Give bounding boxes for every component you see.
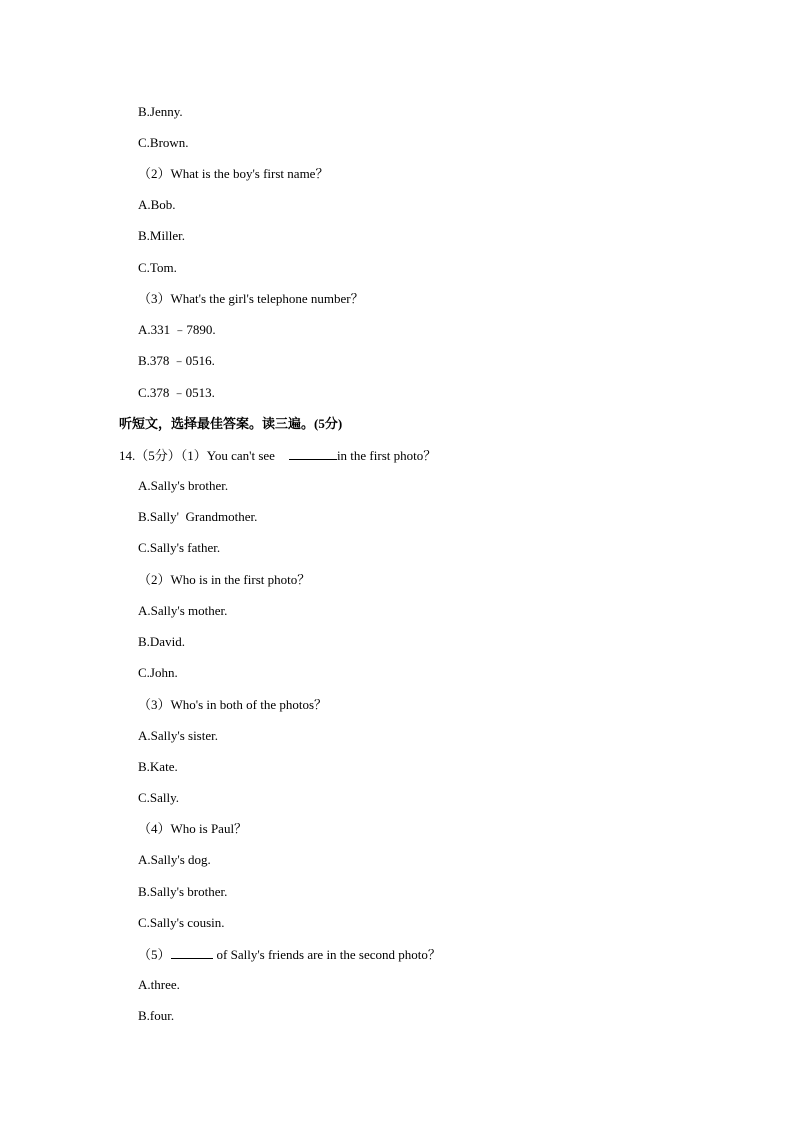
q14-question-suffix: in the first photo？: [336, 448, 437, 463]
q14-sub4-option-a: A.Sally's dog.: [138, 852, 211, 867]
q14-sub1-option-a: A.Sally's brother.: [138, 478, 229, 493]
q13-sub2-option-c: C.Tom.: [138, 260, 177, 275]
q13-sub3-question: （3）What's the girl's telephone number？: [138, 291, 364, 306]
q13-sub1-option-c: C.Brown.: [138, 135, 189, 150]
q14-sub4-option-c: C.Sally's cousin.: [138, 915, 225, 930]
q14-question-prefix: 14.（5分）（1）You can't see: [119, 448, 275, 463]
q13-sub2-option-a: A.Bob.: [138, 197, 176, 212]
q13-sub3-option-a: A.331 ﹣7890.: [138, 322, 216, 337]
q14-sub3-option-c: C.Sally.: [138, 790, 180, 805]
q14-sub5-answer-blank: [171, 946, 213, 959]
q13-sub3-option-c: C.378 ﹣0513.: [138, 385, 215, 400]
q13-sub3-option-b: B.378 ﹣0516.: [138, 353, 215, 368]
q14-sub2-option-b: B.David.: [138, 634, 185, 649]
q14-answer-blank: [289, 447, 337, 460]
q14-sub5-question: [138, 946, 441, 963]
q14-sub3-question: （3）Who's in both of the photos？: [138, 697, 328, 712]
section-heading: 听短文，选择最佳答案。读三遍。(5分): [119, 416, 343, 431]
q14-sub3-option-b: B.Kate.: [138, 759, 178, 774]
q14-sub1-option-c: C.Sally's father.: [138, 540, 221, 555]
q14-sub5-option-b: B.four.: [138, 1008, 175, 1023]
q14-sub3-option-a: A.Sally's sister.: [138, 728, 218, 743]
q14-sub5-question-prefix: （5）: [138, 947, 171, 962]
q14-sub5-question-suffix: of Sally's friends are in the second photo？: [216, 947, 441, 962]
q13-sub1-option-b: B.Jenny.: [138, 104, 183, 119]
q14-sub5-option-a: A.three.: [138, 977, 180, 992]
q14-sub2-question: （2）Who is in the first photo？: [138, 572, 311, 587]
q14-sub1-option-b: B.Sally' Grandmother.: [138, 509, 258, 524]
q14-sub4-option-b: B.Sally's brother.: [138, 884, 228, 899]
q14-sub4-question: （4）Who is Paul？: [138, 821, 248, 836]
q14-question: [119, 447, 436, 464]
q14-sub2-option-a: A.Sally's mother.: [138, 603, 228, 618]
q13-sub2-option-b: B.Miller.: [138, 228, 185, 243]
q13-sub2-question: （2）What is the boy's first name？: [138, 166, 329, 181]
q14-sub2-option-c: C.John.: [138, 665, 178, 680]
